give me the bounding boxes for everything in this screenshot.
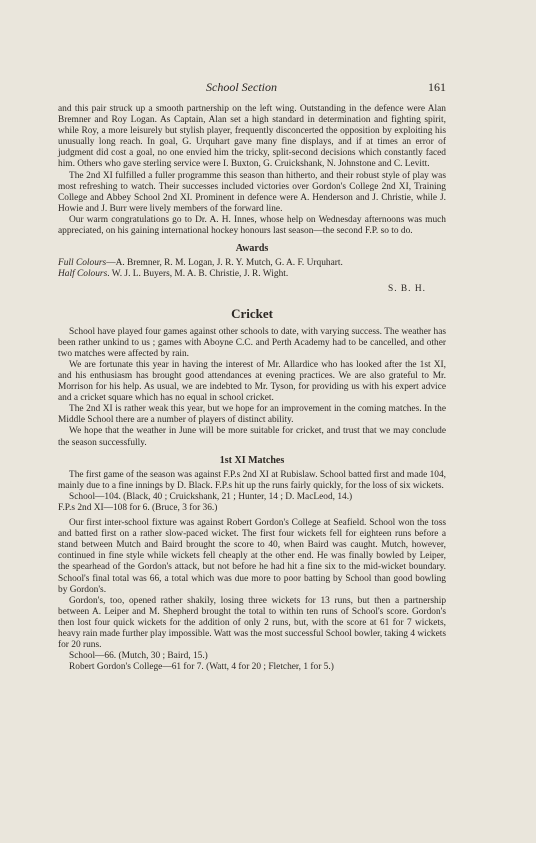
cricket-paragraph-3: The 2nd XI is rather weak this year, but we hope for an improvement in the coming matches. In the Middle School there are a number of players of distinct ability. (58, 404, 446, 426)
page-number: 161 (428, 80, 446, 94)
cricket-paragraph-4: We hope that the weather in June will be more suitable for cricket, and trust that we may conclude the season successfully. (58, 426, 446, 448)
running-title: School Section (206, 80, 277, 94)
half-colours-names: . W. J. L. Buyers, M. A. B. Christie, J. R. Wight. (107, 269, 289, 280)
running-header (56, 80, 446, 96)
match-1-school-score: School—104. (Black, 40 ; Cruickshank, 21 ; Hunter, 14 ; D. MacLeod, 14.) (69, 491, 353, 502)
full-colours-label: Full Colours (58, 258, 107, 269)
hockey-paragraph-3: Our warm congratulations go to Dr. A. H. Innes, whose help on Wednesday afternoons was much appreciated, on his gaining international hockey honours last season—the second F.P. so to do. (58, 214, 446, 237)
hockey-paragraph-1: and this pair struck up a smooth partnership on the left wing. Outstanding in the defence were Alan Bremner and Roy Logan. As Captain, Alan set a high standard in determination and fighting spirit, while Roy, a more leisurely but stylish player, frequently disconcerted the opposition by exploiting his unusually long reach. In goal, G. Urquhart gave many fine displays, and if at times an error of judgment did cost a goal, no one envied him the tricky, split-second decisions which constantly faced him. Others who gave sterling service were I. Buxton, G. Cruickshank, N. Johnstone and C. Levitt. (58, 104, 446, 170)
awards-heading: Awards (235, 243, 269, 255)
full-colours-line (58, 258, 446, 269)
match-2-opponent-score: Robert Gordon's College—61 for 7. (Watt, 4 for 20 ; Fletcher, 1 for 5.) (69, 662, 334, 673)
author-initials: S. B. H. (388, 284, 426, 295)
half-colours-label: Half Colours (58, 269, 108, 280)
match-1-opponent-score: F.P.s 2nd XI—108 for 6. (Bruce, 3 for 36.) (58, 503, 218, 513)
match-2-report: Our first inter-school fixture was against Robert Gordon's College at Seafield. School won the toss and batted first on a rather slow-paced wicket. The first four wickets fell for eighteen runs before a stand between Mutch and Baird brought the score to 40, when Baird was caught. Mutch, however, continued in fine style while wickets fell cheaply at the other end. He was finally bowled by Leiper, the spearhead of the Gordon's attack, but not before he had hit a fine six to the mid-wicket boundary. School's final total was 66, a total which was due more to poor batting by School than good bowling by Gordon's. (58, 518, 446, 595)
matches-heading: 1st XI Matches (219, 454, 285, 466)
hockey-paragraph-2: The 2nd XI fulfilled a fuller programme this season than hitherto, and their robust style of play was most refreshing to watch. Their successes included victories over Gordon's College 2nd XI, Training College and Abbey School 2nd XI. Prominent in defence were A. Henderson and J. Christie, while J. Howie and J. Burr were lively members of the forward line. (58, 170, 446, 214)
cricket-heading: Cricket (231, 305, 273, 321)
half-colours-line (58, 269, 446, 280)
page-body (58, 104, 446, 673)
cricket-paragraph-1: School have played four games against other schools to date, with varying success. The weather has been rather unkind to us ; games with Aboyne C.C. and Perth Academy had to be cancelled, and other two matches were affected by rain. (58, 326, 446, 359)
full-colours-names: —A. Bremner, R. M. Logan, J. R. Y. Mutch, G. A. F. Urquhart. (106, 258, 343, 269)
match-1-report: The first game of the season was against F.P.s 2nd XI at Rubislaw. School batted first and made 104, mainly due to a fine innings by D. Black. F.P.s hit up the runs fairly quickly, for the loss of six wickets. (58, 469, 446, 491)
match-2-school-score: School—66. (Mutch, 30 ; Baird, 15.) (69, 651, 208, 662)
cricket-paragraph-2: We are fortunate this year in having the interest of Mr. Allardice who has looked after the 1st XI, and his enthusiasm has brought good attendances at evening practices. We are also grateful to Mr. Morrison for his help. As usual, we are indebted to Mr. Tyson, for providing us with his expert advice and a cricket square which has no equal in school cricket. (58, 359, 446, 404)
match-2-report-continued: Gordon's, too, opened rather shakily, losing three wickets for 13 runs, but then a partnership between A. Leiper and M. Shepherd brought the total to within ten runs of School's score. Gordon's then lost four quick wickets for the addition of only 2 runs, but, with the score at 61 for 7 wickets, heavy rain made further play impossible. Watt was the most successful School bowler, taking 4 wickets for 20 runs. (58, 595, 446, 651)
